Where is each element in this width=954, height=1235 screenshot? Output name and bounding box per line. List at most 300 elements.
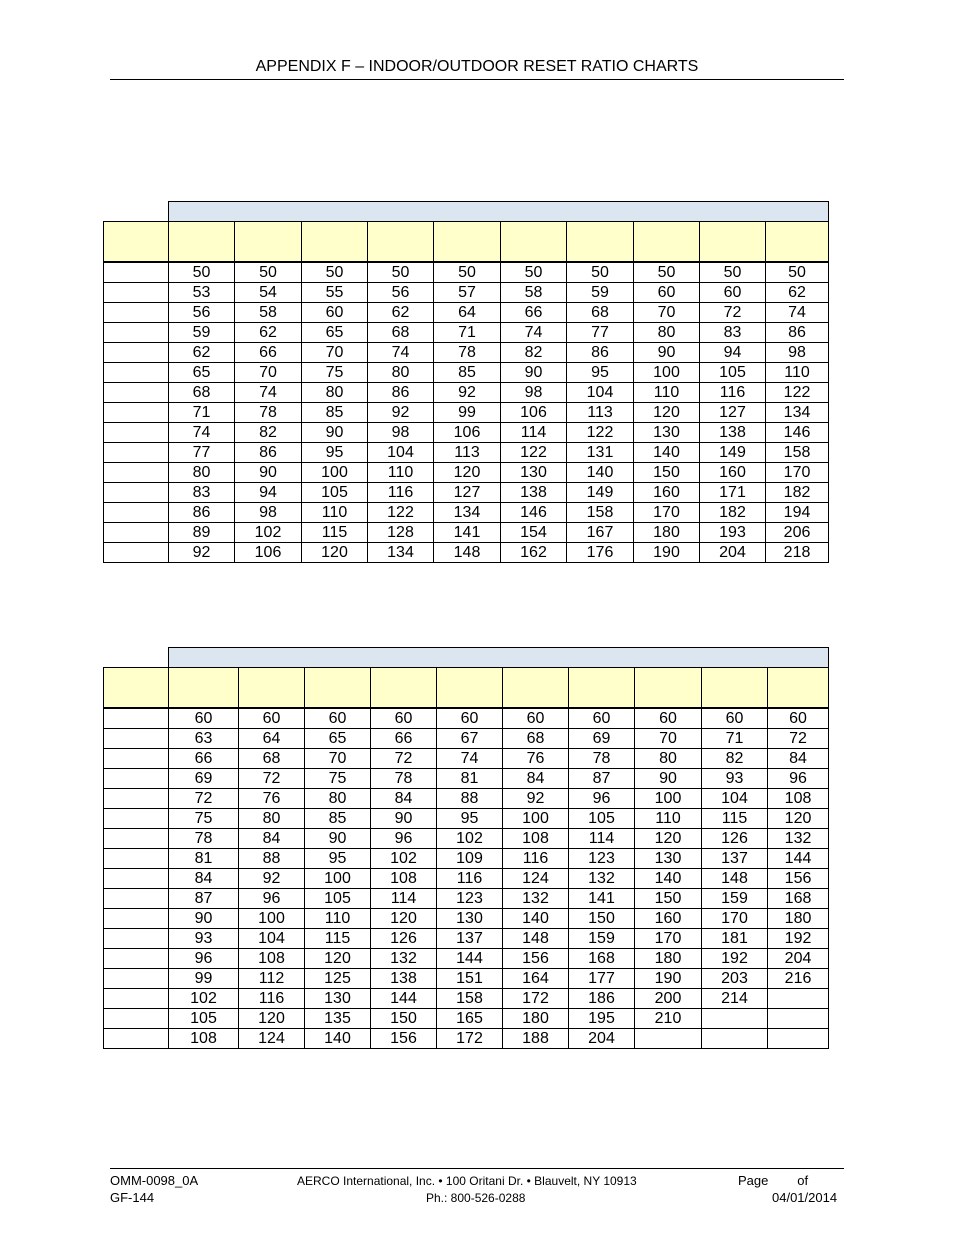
- table-cell: 55: [302, 282, 368, 302]
- table-cell: 75: [302, 362, 368, 382]
- table-cell: 172: [437, 1028, 503, 1048]
- table-cell: 150: [569, 908, 635, 928]
- table-cell: [768, 988, 829, 1008]
- table-cell: 84: [503, 768, 569, 788]
- table-cell: 110: [635, 808, 702, 828]
- table-cell: 69: [569, 728, 635, 748]
- table-cell: 84: [239, 828, 305, 848]
- header-cell: [567, 221, 634, 262]
- table-cell: 122: [501, 442, 567, 462]
- table-cell: 56: [368, 282, 434, 302]
- table-cell: 108: [169, 1028, 239, 1048]
- table-cell: 105: [569, 808, 635, 828]
- table-row: [104, 342, 829, 362]
- row-label-cell: [104, 262, 169, 283]
- table-cell: 100: [302, 462, 368, 482]
- table-cell: 68: [368, 322, 434, 342]
- table-cell: 144: [437, 948, 503, 968]
- table-cell: 50: [302, 262, 368, 283]
- table-row: [104, 302, 829, 322]
- table-cell: 50: [634, 262, 700, 283]
- table-row: [104, 442, 829, 462]
- table-cell: 53: [169, 282, 235, 302]
- table-cell: 138: [700, 422, 766, 442]
- table-cell: 140: [503, 908, 569, 928]
- table-cell: 204: [700, 542, 766, 562]
- table-cell: 127: [700, 402, 766, 422]
- table-cell: 90: [305, 828, 371, 848]
- table-cell: 104: [239, 928, 305, 948]
- table-cell: 93: [702, 768, 768, 788]
- table-cell: 172: [503, 988, 569, 1008]
- table-cell: 68: [503, 728, 569, 748]
- row-label-cell: [104, 788, 169, 808]
- table-cell: 158: [437, 988, 503, 1008]
- table-cell: 96: [169, 948, 239, 968]
- table-cell: 92: [169, 542, 235, 562]
- table-cell: 150: [634, 462, 700, 482]
- header-cell: [305, 667, 371, 708]
- header-cell: [437, 667, 503, 708]
- table-cell: 58: [501, 282, 567, 302]
- table-row: [104, 908, 829, 928]
- table-cell: [635, 1028, 702, 1048]
- table-cell: 210: [635, 1008, 702, 1028]
- table-cell: 62: [235, 322, 302, 342]
- table-cell: 76: [239, 788, 305, 808]
- table-row: [104, 768, 829, 788]
- table-cell: 138: [501, 482, 567, 502]
- table-cell: 116: [437, 868, 503, 888]
- table-cell: 99: [169, 968, 239, 988]
- header-cell: [371, 667, 437, 708]
- table-cell: 75: [169, 808, 239, 828]
- header-cell: [169, 221, 235, 262]
- table-cell: 141: [569, 888, 635, 908]
- table-cell: 56: [169, 302, 235, 322]
- table-cell: 190: [634, 542, 700, 562]
- table-cell: 150: [371, 1008, 437, 1028]
- table-cell: 137: [702, 848, 768, 868]
- table-cell: 100: [503, 808, 569, 828]
- table-cell: 88: [239, 848, 305, 868]
- table-cell: 130: [501, 462, 567, 482]
- row-label-cell: [104, 1028, 169, 1048]
- header-cell: [702, 667, 768, 708]
- table-cell: 182: [700, 502, 766, 522]
- table-band: [169, 648, 829, 668]
- table-cell: 50: [368, 262, 434, 283]
- reset-ratio-table-1: [103, 201, 829, 563]
- table-cell: 60: [437, 708, 503, 729]
- table-cell: 66: [501, 302, 567, 322]
- company-address: AERCO International, Inc. • 100 Oritani Dr. • Blauvelt, NY 10913: [297, 1174, 637, 1188]
- table-cell: 108: [239, 948, 305, 968]
- table-cell: [702, 1008, 768, 1028]
- table-cell: 94: [700, 342, 766, 362]
- table-row: [104, 542, 829, 562]
- table-cell: 99: [434, 402, 501, 422]
- row-label-cell: [104, 342, 169, 362]
- table-cell: 158: [766, 442, 829, 462]
- table-cell: 50: [169, 262, 235, 283]
- table-row: [104, 502, 829, 522]
- table-cell: 102: [371, 848, 437, 868]
- table-cell: 74: [368, 342, 434, 362]
- table-cell: 132: [503, 888, 569, 908]
- table-cell: 74: [501, 322, 567, 342]
- table-cell: 77: [169, 442, 235, 462]
- table-cell: 65: [305, 728, 371, 748]
- table-cell: 81: [169, 848, 239, 868]
- table-cell: 82: [235, 422, 302, 442]
- table-row: [104, 808, 829, 828]
- table-cell: 116: [368, 482, 434, 502]
- table-cell: 177: [569, 968, 635, 988]
- table-cell: 59: [169, 322, 235, 342]
- table-cell: 181: [702, 928, 768, 948]
- table-cell: 200: [635, 988, 702, 1008]
- table-cell: 72: [239, 768, 305, 788]
- table-cell: 96: [239, 888, 305, 908]
- table-cell: 86: [235, 442, 302, 462]
- header-cell: [368, 221, 434, 262]
- table-cell: 86: [766, 322, 829, 342]
- row-label-cell: [104, 868, 169, 888]
- table-row: [104, 262, 829, 283]
- table-cell: 140: [567, 462, 634, 482]
- table-cell: 140: [635, 868, 702, 888]
- table-cell: 140: [634, 442, 700, 462]
- table-header-row: [104, 221, 829, 262]
- table-cell: 60: [700, 282, 766, 302]
- table-cell: 90: [371, 808, 437, 828]
- table-row: [104, 1008, 829, 1028]
- table-cell: 146: [501, 502, 567, 522]
- table-cell: 98: [766, 342, 829, 362]
- table-cell: 88: [437, 788, 503, 808]
- table-cell: 83: [169, 482, 235, 502]
- table-row: [104, 788, 829, 808]
- table-cell: 134: [434, 502, 501, 522]
- table-cell: 74: [766, 302, 829, 322]
- table-cell: 165: [437, 1008, 503, 1028]
- row-label-cell: [104, 362, 169, 382]
- table-row: [104, 748, 829, 768]
- table-cell: 87: [569, 768, 635, 788]
- header-cell: [634, 221, 700, 262]
- table-cell: 167: [567, 522, 634, 542]
- table-cell: 120: [635, 828, 702, 848]
- table-cell: 68: [169, 382, 235, 402]
- table-cell: 71: [702, 728, 768, 748]
- table-cell: 159: [702, 888, 768, 908]
- table-cell: 134: [766, 402, 829, 422]
- band-spacer: [104, 202, 169, 222]
- table-cell: 113: [434, 442, 501, 462]
- table-cell: 122: [567, 422, 634, 442]
- row-label-cell: [104, 708, 169, 729]
- table-cell: 80: [239, 808, 305, 828]
- table-band: [169, 202, 829, 222]
- table-cell: 131: [567, 442, 634, 462]
- table-cell: 62: [766, 282, 829, 302]
- table-row: [104, 382, 829, 402]
- table-cell: 60: [169, 708, 239, 729]
- row-label-cell: [104, 748, 169, 768]
- table-cell: 115: [702, 808, 768, 828]
- table-cell: 216: [768, 968, 829, 988]
- table-cell: 176: [567, 542, 634, 562]
- table-cell: 214: [702, 988, 768, 1008]
- table-cell: 70: [305, 748, 371, 768]
- header-cell: [302, 221, 368, 262]
- table-cell: 148: [503, 928, 569, 948]
- row-label-cell: [104, 828, 169, 848]
- table-cell: 154: [501, 522, 567, 542]
- table-cell: 108: [768, 788, 829, 808]
- table-cell: 188: [503, 1028, 569, 1048]
- table-cell: 50: [501, 262, 567, 283]
- header-cell: [104, 667, 169, 708]
- table-cell: 72: [169, 788, 239, 808]
- table-cell: 162: [501, 542, 567, 562]
- table-cell: 62: [368, 302, 434, 322]
- table-cell: 71: [169, 402, 235, 422]
- table-cell: 50: [434, 262, 501, 283]
- table-cell: 120: [371, 908, 437, 928]
- table-cell: 57: [434, 282, 501, 302]
- row-label-cell: [104, 988, 169, 1008]
- table-cell: 203: [702, 968, 768, 988]
- table-cell: 84: [371, 788, 437, 808]
- table-cell: 89: [169, 522, 235, 542]
- table-cell: 194: [766, 502, 829, 522]
- table-cell: 144: [768, 848, 829, 868]
- page-footer: [110, 1168, 844, 1209]
- table-cell: 104: [368, 442, 434, 462]
- header-cell: [239, 667, 305, 708]
- table-cell: 82: [501, 342, 567, 362]
- table-cell: 124: [503, 868, 569, 888]
- table-cell: 77: [567, 322, 634, 342]
- header-cell: [768, 667, 829, 708]
- table-cell: 120: [302, 542, 368, 562]
- table-row: [104, 928, 829, 948]
- table-cell: 95: [305, 848, 371, 868]
- table-body: [104, 708, 829, 1049]
- table-cell: 67: [437, 728, 503, 748]
- table-cell: 80: [302, 382, 368, 402]
- table-cell: 149: [700, 442, 766, 462]
- row-label-cell: [104, 728, 169, 748]
- table-cell: 98: [501, 382, 567, 402]
- table-cell: 70: [634, 302, 700, 322]
- table-cell: 80: [305, 788, 371, 808]
- table-row: [104, 948, 829, 968]
- row-label-cell: [104, 422, 169, 442]
- table-cell: 70: [235, 362, 302, 382]
- table-cell: 204: [768, 948, 829, 968]
- table-cell: 92: [434, 382, 501, 402]
- table-row: [104, 1028, 829, 1048]
- table-cell: 78: [169, 828, 239, 848]
- table-cell: 124: [239, 1028, 305, 1048]
- row-label-cell: [104, 402, 169, 422]
- table-cell: 160: [700, 462, 766, 482]
- table-cell: 158: [567, 502, 634, 522]
- header-cell: [766, 221, 829, 262]
- table-body: [104, 262, 829, 563]
- table-cell: 66: [371, 728, 437, 748]
- header-cell: [501, 221, 567, 262]
- row-label-cell: [104, 522, 169, 542]
- table-cell: 180: [503, 1008, 569, 1028]
- table-cell: 60: [702, 708, 768, 729]
- table-row: [104, 482, 829, 502]
- table-cell: 115: [305, 928, 371, 948]
- table-cell: 110: [305, 908, 371, 928]
- row-label-cell: [104, 948, 169, 968]
- header-cell: [235, 221, 302, 262]
- table-cell: 104: [567, 382, 634, 402]
- table-row: [104, 988, 829, 1008]
- table-cell: 66: [169, 748, 239, 768]
- table-cell: 60: [634, 282, 700, 302]
- table-cell: 141: [434, 522, 501, 542]
- table-cell: 105: [305, 888, 371, 908]
- table-cell: 95: [567, 362, 634, 382]
- table-row: [104, 848, 829, 868]
- table-cell: 170: [634, 502, 700, 522]
- table-cell: 180: [634, 522, 700, 542]
- table-cell: 156: [768, 868, 829, 888]
- table-cell: 120: [768, 808, 829, 828]
- table-cell: 95: [302, 442, 368, 462]
- table-cell: 85: [434, 362, 501, 382]
- table-cell: [768, 1008, 829, 1028]
- table-cell: 192: [768, 928, 829, 948]
- form-number: GF-144: [110, 1190, 155, 1205]
- row-label-cell: [104, 908, 169, 928]
- table-cell: 135: [305, 1008, 371, 1028]
- table-cell: 86: [567, 342, 634, 362]
- table-cell: 60: [503, 708, 569, 729]
- row-label-cell: [104, 968, 169, 988]
- table-cell: 90: [169, 908, 239, 928]
- table-row: [104, 828, 829, 848]
- row-label-cell: [104, 768, 169, 788]
- table-cell: 96: [569, 788, 635, 808]
- header-cell: [434, 221, 501, 262]
- table-cell: 66: [235, 342, 302, 362]
- table-cell: 50: [766, 262, 829, 283]
- table-cell: 108: [503, 828, 569, 848]
- doc-number: OMM-0098_0A: [110, 1173, 199, 1188]
- header-cell: [503, 667, 569, 708]
- table-cell: 204: [569, 1028, 635, 1048]
- table-cell: 105: [302, 482, 368, 502]
- table-cell: 80: [635, 748, 702, 768]
- table-cell: 180: [768, 908, 829, 928]
- table-cell: 116: [503, 848, 569, 868]
- table-cell: 84: [169, 868, 239, 888]
- table-cell: 50: [700, 262, 766, 283]
- table-row: [104, 362, 829, 382]
- table-cell: 60: [768, 708, 829, 729]
- row-label-cell: [104, 808, 169, 828]
- table-cell: 78: [434, 342, 501, 362]
- table-cell: 59: [567, 282, 634, 302]
- table-cell: 130: [305, 988, 371, 1008]
- table-cell: 160: [635, 908, 702, 928]
- table-cell: 100: [239, 908, 305, 928]
- table-cell: 132: [768, 828, 829, 848]
- table-cell: 68: [239, 748, 305, 768]
- row-label-cell: [104, 928, 169, 948]
- table-cell: 126: [371, 928, 437, 948]
- company-phone: Ph.: 800-526-0288: [426, 1191, 526, 1205]
- table-cell: 114: [501, 422, 567, 442]
- row-label-cell: [104, 282, 169, 302]
- table-cell: 85: [305, 808, 371, 828]
- table-cell: 60: [305, 708, 371, 729]
- table-cell: 120: [239, 1008, 305, 1028]
- table-cell: 60: [239, 708, 305, 729]
- table-cell: 78: [371, 768, 437, 788]
- row-label-cell: [104, 382, 169, 402]
- table-cell: 68: [567, 302, 634, 322]
- table-cell: 106: [434, 422, 501, 442]
- table-cell: 130: [437, 908, 503, 928]
- table-row: [104, 888, 829, 908]
- table-cell: 102: [437, 828, 503, 848]
- table-cell: 206: [766, 522, 829, 542]
- table-cell: 120: [305, 948, 371, 968]
- table-cell: 102: [235, 522, 302, 542]
- table-cell: 127: [434, 482, 501, 502]
- table-cell: [768, 1028, 829, 1048]
- table-cell: 98: [368, 422, 434, 442]
- table-cell: 86: [368, 382, 434, 402]
- row-label-cell: [104, 442, 169, 462]
- header-cell: [569, 667, 635, 708]
- table-cell: 130: [635, 848, 702, 868]
- header-cell: [104, 221, 169, 262]
- table-cell: 113: [567, 402, 634, 422]
- table-cell: 85: [302, 402, 368, 422]
- table-cell: 170: [766, 462, 829, 482]
- table-cell: 74: [437, 748, 503, 768]
- table-cell: 74: [169, 422, 235, 442]
- table-cell: 105: [700, 362, 766, 382]
- table-cell: 90: [235, 462, 302, 482]
- table-cell: 80: [634, 322, 700, 342]
- table-cell: 116: [700, 382, 766, 402]
- table-cell: 146: [766, 422, 829, 442]
- row-label-cell: [104, 1008, 169, 1028]
- header-cell: [635, 667, 702, 708]
- table-cell: 120: [634, 402, 700, 422]
- table-cell: 62: [169, 342, 235, 362]
- table-cell: 156: [371, 1028, 437, 1048]
- table-cell: 126: [702, 828, 768, 848]
- table-header-row: [104, 667, 829, 708]
- table-cell: 151: [437, 968, 503, 988]
- row-label-cell: [104, 888, 169, 908]
- table-row: [104, 282, 829, 302]
- table-cell: 164: [503, 968, 569, 988]
